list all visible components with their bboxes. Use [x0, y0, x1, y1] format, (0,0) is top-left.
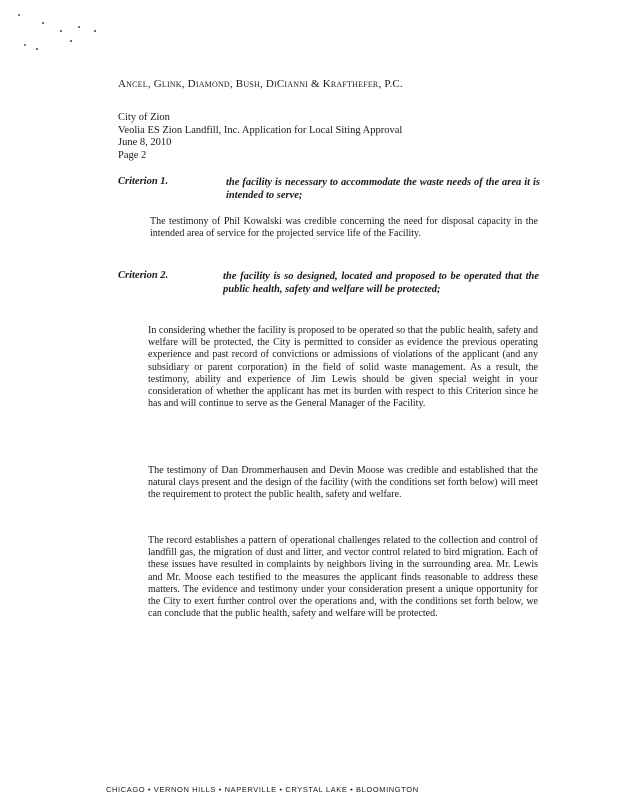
criterion-2-paragraph-2: The testimony of Dan Drommerhausen and Devin Moose was credible and established that the natural clays present and the design of the facility (with the conditions set forth below) will meet the requirement to protect the public health, safety and welfare.: [148, 465, 538, 501]
criterion-1-label: Criterion 1.: [118, 176, 169, 187]
letterhead-firm-name: Ancel, Glink, Diamond, Bush, DiCianni & Krafthefer, P.C.: [118, 78, 403, 90]
criterion-1-statement: the facility is necessary to accommodate the waste needs of the area it is intended to serve;: [226, 177, 540, 201]
criterion-2-statement: the facility is so designed, located and proposed to be operated that the public health, safety and welfare will be protected;: [223, 271, 539, 295]
scan-specks: [0, 0, 120, 60]
recipient: City of Zion: [118, 112, 170, 123]
criterion-2-paragraph-3: The record establishes a pattern of operational challenges related to the collection and control of landfill gas, the migration of dust and litter, and vector control related to bird migration. Each of these issues have resulted in complaints by neighbors living in the surrounding area. Mr. Lewis and Mr. Moose each testified to the measures the applicant finds reasonable to address these matters. The evidence and testimony under your consideration present a unique opportunity for the City to exert further control over the operations and, with the conditions set forth below, we can conclude that the public health, safety and welfare will be protected.: [148, 535, 538, 620]
criterion-2-paragraph-1: In considering whether the facility is proposed to be operated so that the public health, safety and welfare will be protected, the City is permitted to consider as evidence the previous operating experience and past record of convictions or admissions of violations of the applicant (and any subsidiary or parent corporation) in the field of solid waste management. As a result, the testimony, ability and experience of Jim Lewis should be given special weight in your consideration of whether the applicant has met its burden with respect to this Criterion since he has and will continue to serve as the General Manager of the Facility.: [148, 325, 538, 410]
letter-header: [118, 112, 402, 162]
footer-office-locations: CHICAGO • VERNON HILLS • NAPERVILLE • CRYSTAL LAKE • BLOOMINGTON: [106, 785, 419, 794]
letter-date: June 8, 2010: [118, 137, 172, 148]
subject-line: Veolia ES Zion Landfill, Inc. Application for Local Siting Approval: [118, 124, 403, 136]
page-number: Page 2: [118, 149, 147, 161]
criterion-1-paragraph: The testimony of Phil Kowalski was credible concerning the need for disposal capacity in the intended area of service for the projected service life of the Facility.: [150, 216, 538, 240]
criterion-2-label: Criterion 2.: [118, 270, 169, 281]
